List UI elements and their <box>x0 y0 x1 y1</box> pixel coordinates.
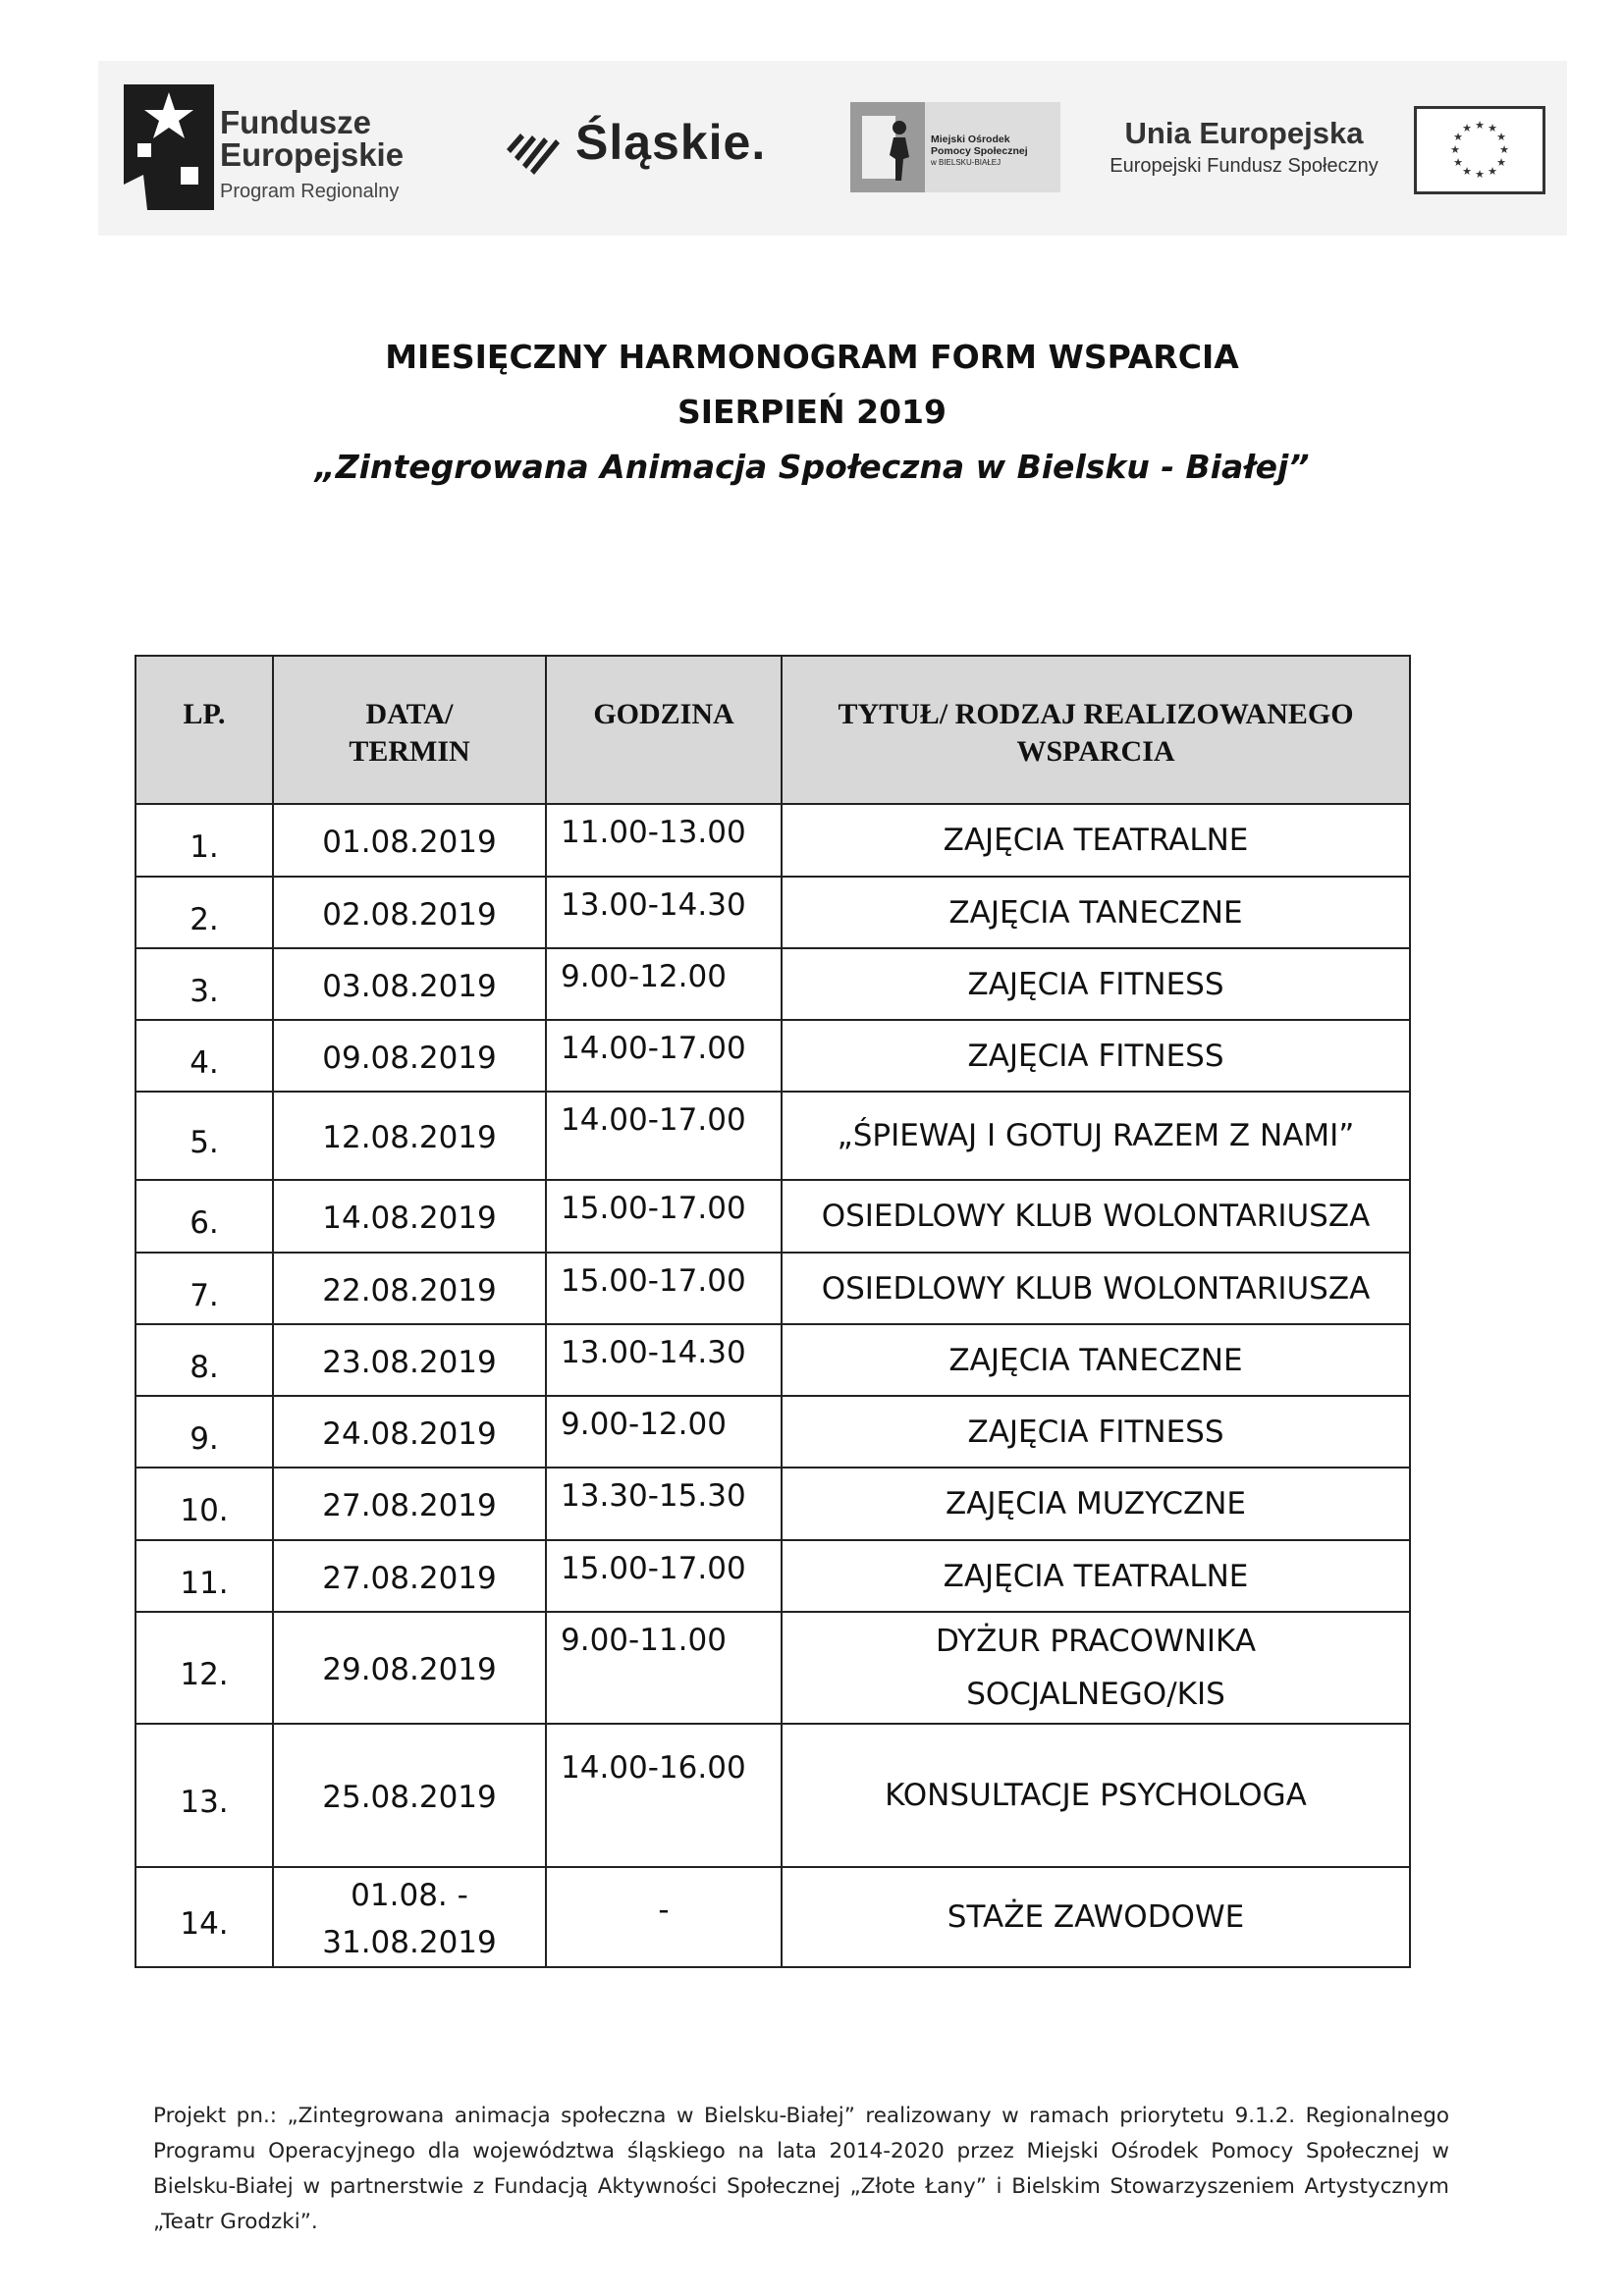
row-lp: 14. <box>135 1867 273 1967</box>
row-lp: 5. <box>135 1092 273 1180</box>
row-time: 15.00-17.00 <box>546 1253 782 1324</box>
schedule-table-header <box>135 656 1410 804</box>
row-date: 27.08.2019 <box>273 1540 546 1612</box>
row-time: 13.00-14.30 <box>546 877 782 948</box>
table-row <box>135 1540 1410 1612</box>
fe-logo-line3: Program Regionalny <box>220 181 400 202</box>
row-date: 25.08.2019 <box>273 1724 546 1867</box>
table-row <box>135 1253 1410 1324</box>
row-title: ZAJĘCIA FITNESS <box>782 948 1410 1020</box>
row-title <box>782 1612 1410 1724</box>
row-date: 03.08.2019 <box>273 948 546 1020</box>
table-row <box>135 948 1410 1020</box>
row-date: 24.08.2019 <box>273 1396 546 1468</box>
mops-logo-text <box>931 133 1058 169</box>
row-title: ZAJĘCIA FITNESS <box>782 1396 1410 1468</box>
header-date-line1: DATA/ <box>365 698 454 730</box>
svg-text:★: ★ <box>1453 131 1463 143</box>
row-date: 02.08.2019 <box>273 877 546 948</box>
row-lp: 4. <box>135 1020 273 1092</box>
row-lp: 1. <box>135 804 273 877</box>
row-time: 9.00-11.00 <box>546 1612 782 1724</box>
svg-text:★: ★ <box>1475 119 1485 132</box>
row-time: 15.00-17.00 <box>546 1180 782 1253</box>
header-date-line2: TERMIN <box>349 735 470 768</box>
row-date-line2: 31.08.2019 <box>322 1925 497 1960</box>
row-date: 22.08.2019 <box>273 1253 546 1324</box>
ue-logo-line2: Europejski Fundusz Społeczny <box>1110 155 1379 177</box>
row-title: ZAJĘCIA TEATRALNE <box>782 804 1410 877</box>
row-title-line1: DYŻUR PRACOWNIKA <box>935 1624 1257 1659</box>
row-title: „ŚPIEWAJ I GOTUJ RAZEM Z NAMI” <box>782 1092 1410 1180</box>
row-title-line2: SOCJALNEGO/KIS <box>966 1677 1225 1712</box>
fe-logo-line1: Fundusze <box>220 104 371 140</box>
ue-logo-line1: Unia Europejska <box>1124 116 1364 150</box>
row-date: 14.08.2019 <box>273 1180 546 1253</box>
row-time: 14.00-17.00 <box>546 1092 782 1180</box>
svg-text:★: ★ <box>1488 165 1497 178</box>
table-row <box>135 1324 1410 1396</box>
row-time: - <box>546 1867 782 1967</box>
row-time: 13.30-15.30 <box>546 1468 782 1540</box>
project-footnote: Projekt pn.: „Zintegrowana animacja społeczna w Bielsku-Białej” realizowany w ramach priorytetu 9.1.2. Regionalnego Programu Operacyjnego dla województwa śląskiego na lata 2014-2020 przez Miejski Ośrodek Pomocy Społecznej w Bielsku-Białej w partnerstwie z Fundacją Aktywności Społecznej „Złote Łany” i Bielskim Stowarzyszeniem Artystycznym „Teatr Grodzki”. <box>153 2104 1449 2234</box>
row-time: 9.00-12.00 <box>546 948 782 1020</box>
row-lp: 6. <box>135 1180 273 1253</box>
svg-text:★: ★ <box>1462 122 1472 134</box>
mops-logo-line1: Miejski Ośrodek <box>931 133 1010 145</box>
row-date: 27.08.2019 <box>273 1468 546 1540</box>
row-date: 09.08.2019 <box>273 1020 546 1092</box>
slaskie-logo-icon <box>499 116 566 177</box>
row-time: 13.00-14.30 <box>546 1324 782 1396</box>
fundusze-europejskie-logo-icon <box>124 84 214 210</box>
table-row <box>135 1092 1410 1180</box>
schedule-table <box>135 655 1411 1968</box>
table-row <box>135 1020 1410 1092</box>
svg-text:★: ★ <box>1496 156 1506 169</box>
table-row <box>135 1724 1410 1867</box>
eu-stars-icon <box>1417 109 1543 191</box>
row-date: 23.08.2019 <box>273 1324 546 1396</box>
table-row <box>135 1867 1410 1967</box>
row-title: ZAJĘCIA FITNESS <box>782 1020 1410 1092</box>
row-time: 15.00-17.00 <box>546 1540 782 1612</box>
table-row <box>135 1180 1410 1253</box>
row-date: 12.08.2019 <box>273 1092 546 1180</box>
table-row <box>135 1468 1410 1540</box>
row-title: ZAJĘCIA TANECZNE <box>782 1324 1410 1396</box>
project-name: „Zintegrowana Animacja Społeczna w Bielsku - Białej” <box>314 448 1310 486</box>
row-title: OSIEDLOWY KLUB WOLONTARIUSZA <box>782 1253 1410 1324</box>
row-date <box>273 1867 546 1967</box>
header-lp <box>135 656 273 804</box>
mops-logo-icon <box>850 102 925 192</box>
mops-logo-line2: Pomocy Społecznej <box>931 145 1028 157</box>
row-time: 11.00-13.00 <box>546 804 782 877</box>
header-lp-label: LP. <box>183 698 226 730</box>
row-title: ZAJĘCIA TEATRALNE <box>782 1540 1410 1612</box>
row-title: OSIEDLOWY KLUB WOLONTARIUSZA <box>782 1180 1410 1253</box>
header-title-line1: TYTUŁ/ RODZAJ REALIZOWANEGO <box>838 698 1354 730</box>
svg-text:★: ★ <box>1475 168 1485 181</box>
row-time: 14.00-17.00 <box>546 1020 782 1092</box>
svg-text:★: ★ <box>1453 156 1463 169</box>
header-time <box>546 656 782 804</box>
row-title: STAŻE ZAWODOWE <box>782 1867 1410 1967</box>
header-title-line2: WSPARCIA <box>1016 735 1175 768</box>
row-lp: 12. <box>135 1612 273 1724</box>
row-title: KONSULTACJE PSYCHOLOGA <box>782 1724 1410 1867</box>
slaskie-logo-text: Śląskie. <box>575 115 767 170</box>
table-row <box>135 1612 1410 1724</box>
header-time-label: GODZINA <box>593 698 734 730</box>
row-lp: 8. <box>135 1324 273 1396</box>
document-month: SIERPIEŃ 2019 <box>677 393 947 431</box>
document-title: MIESIĘCZNY HARMONOGRAM FORM WSPARCIA <box>385 338 1239 376</box>
row-date: 01.08.2019 <box>273 804 546 877</box>
logo-banner <box>98 61 1567 236</box>
row-title: ZAJĘCIA TANECZNE <box>782 877 1410 948</box>
row-lp: 13. <box>135 1724 273 1867</box>
row-lp: 10. <box>135 1468 273 1540</box>
row-lp: 7. <box>135 1253 273 1324</box>
row-lp: 11. <box>135 1540 273 1612</box>
svg-text:★: ★ <box>1450 143 1460 156</box>
row-lp: 3. <box>135 948 273 1020</box>
eu-flag-icon <box>1414 106 1545 194</box>
table-row <box>135 877 1410 948</box>
unia-europejska-logo-text <box>1096 116 1392 181</box>
header-date <box>273 656 546 804</box>
row-title: ZAJĘCIA MUZYCZNE <box>782 1468 1410 1540</box>
svg-text:★: ★ <box>1496 131 1506 143</box>
row-lp: 9. <box>135 1396 273 1468</box>
svg-text:★: ★ <box>1488 122 1497 134</box>
svg-text:★: ★ <box>1499 143 1509 156</box>
fe-logo-line2: Europejskie <box>220 136 405 173</box>
mops-logo-line3: w BIELSKU-BIAŁEJ <box>931 158 1001 167</box>
row-lp: 2. <box>135 877 273 948</box>
row-date-line1: 01.08. - <box>351 1878 468 1913</box>
row-date: 29.08.2019 <box>273 1612 546 1724</box>
svg-text:★: ★ <box>1462 165 1472 178</box>
header-title <box>782 656 1410 804</box>
fundusze-europejskie-logo-text <box>220 106 404 206</box>
row-time: 14.00-16.00 <box>546 1724 782 1867</box>
row-time: 9.00-12.00 <box>546 1396 782 1468</box>
table-row <box>135 1396 1410 1468</box>
table-row <box>135 804 1410 877</box>
